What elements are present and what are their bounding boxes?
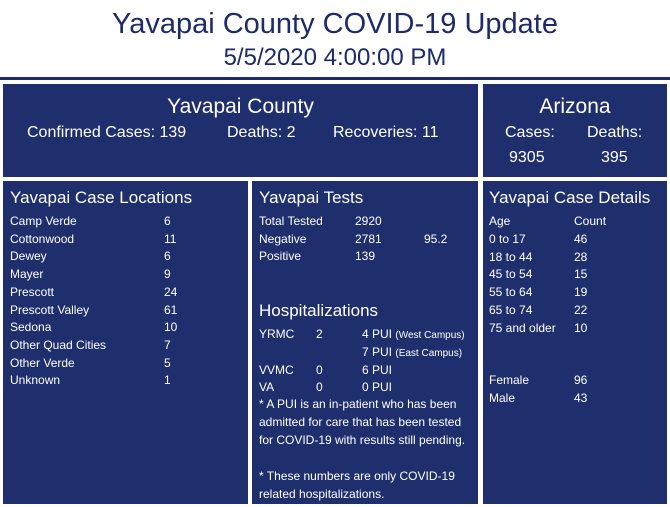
- test-value: 2781: [355, 231, 382, 246]
- age-group: 18 to 44: [489, 249, 533, 264]
- age-group: 55 to 64: [489, 285, 533, 300]
- hospitalizations-title: Hospitalizations: [259, 301, 379, 320]
- location-name: Prescott: [10, 284, 55, 299]
- hospital-name: YRMC: [259, 327, 295, 341]
- count-column-header: Count: [574, 214, 607, 228]
- tests-title: Yavapai Tests: [259, 188, 364, 207]
- hospital-pui: 6 PUI: [362, 363, 393, 377]
- age-group: 65 to 74: [489, 302, 533, 317]
- recoveries: Recoveries: 11: [333, 124, 439, 141]
- location-count: 9: [164, 267, 171, 282]
- hospitalization-scope-note: * These numbers are only COVID-19 related hospitalizations.: [259, 469, 455, 501]
- gender-label: Male: [489, 390, 516, 405]
- hospital-pui-line: [362, 344, 462, 362]
- arizona-deaths-label: Deaths:: [587, 124, 643, 141]
- arizona-cases-value: 9305: [509, 149, 545, 166]
- age-group: 0 to 17: [489, 232, 526, 246]
- age-group: 45 to 54: [489, 267, 533, 282]
- test-value: 2920: [355, 214, 382, 228]
- location-name: Dewey: [10, 249, 47, 264]
- age-count: 28: [574, 249, 588, 264]
- hospital-name: VA: [259, 380, 275, 394]
- hospital-pui-line: [362, 379, 392, 396]
- deaths: Deaths: 2: [227, 124, 296, 141]
- gender-label: Female: [489, 373, 530, 387]
- location-name: Prescott Valley: [10, 302, 90, 317]
- hospital-pui: 7 PUI: [362, 345, 393, 359]
- hospital-count: 2: [316, 327, 323, 341]
- location-count: 5: [164, 355, 171, 370]
- hospital-pui-line: [362, 362, 392, 379]
- location-name: Camp Verde: [10, 214, 77, 228]
- pui-definition-note: * A PUI is an in-patient who has been admitted for care that has been tested for COVID-19 with results still pending.: [259, 397, 466, 447]
- case-details-title: Yavapai Case Details: [489, 188, 651, 207]
- page-title: Yavapai County COVID-19 Update: [112, 8, 558, 40]
- arizona-cases-label: Cases:: [505, 124, 555, 141]
- location-name: Sedona: [10, 320, 52, 335]
- arizona-summary-panel: [482, 83, 668, 178]
- arizona-title: Arizona: [539, 95, 611, 118]
- hospital-count: 0: [316, 363, 323, 377]
- location-name: Mayer: [10, 267, 44, 282]
- location-count: 7: [164, 337, 171, 352]
- age-count: 22: [574, 302, 588, 317]
- location-count: 10: [164, 320, 178, 335]
- location-count: 61: [164, 302, 178, 317]
- confirmed-cases: Confirmed Cases: 139: [27, 124, 187, 141]
- location-count: 24: [164, 284, 178, 299]
- gender-count: 96: [574, 373, 588, 387]
- location-name: Other Verde: [10, 355, 75, 370]
- age-count: 46: [574, 232, 588, 246]
- hospital-pui: 4 PUI: [362, 327, 393, 341]
- hospital-count: 0: [316, 380, 323, 394]
- header-divider: [0, 77, 670, 80]
- age-count: 15: [574, 267, 588, 282]
- gender-count: 43: [574, 390, 588, 405]
- test-label: Total Tested: [259, 214, 323, 228]
- test-percent: 95.2: [424, 231, 448, 246]
- location-name: Unknown: [10, 373, 61, 388]
- update-date: 5/5/2020 4:00:00 PM: [223, 44, 447, 71]
- hospital-pui-line: [362, 326, 465, 344]
- hospital-campus-note: (West Campus): [395, 330, 465, 341]
- location-count: 11: [164, 231, 177, 246]
- case-locations-panel: [2, 180, 249, 505]
- location-count: 6: [164, 214, 171, 228]
- test-label: Positive: [259, 249, 302, 264]
- hospital-name: VVMC: [259, 363, 294, 377]
- case-details-panel: [482, 180, 668, 505]
- location-count: 6: [164, 249, 171, 264]
- location-count: 1: [164, 373, 171, 388]
- location-name: Other Quad Cities: [10, 337, 107, 352]
- location-name: Cottonwood: [10, 231, 75, 246]
- age-count: 19: [574, 285, 588, 300]
- yavapai-summary-title: Yavapai County: [167, 95, 314, 118]
- tests-panel: [251, 180, 479, 505]
- test-label: Negative: [259, 231, 307, 246]
- case-locations-title: Yavapai Case Locations: [10, 188, 193, 207]
- hospital-campus-note: (East Campus): [395, 348, 463, 359]
- hospital-pui: 0 PUI: [362, 380, 393, 394]
- test-value: 139: [355, 249, 376, 264]
- age-column-header: Age: [489, 214, 511, 228]
- yavapai-summary-panel: [2, 83, 479, 178]
- age-count: 10: [574, 320, 588, 335]
- age-group: 75 and older: [489, 320, 556, 335]
- arizona-deaths-value: 395: [601, 149, 628, 166]
